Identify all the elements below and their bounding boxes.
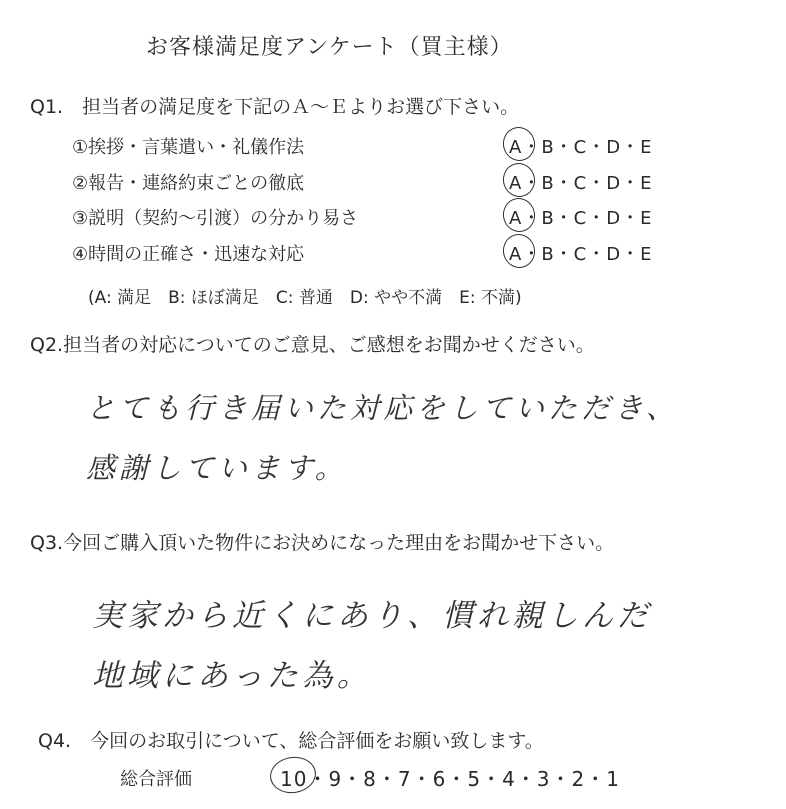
q4-question: Q4. 今回のお取引について、総合評価をお願い致します。 bbox=[38, 730, 544, 752]
q1-item-1-choices: A・B・C・D・E bbox=[509, 137, 653, 158]
q1-item-3-label: ③説明（契約～引渡）の分かり易さ bbox=[72, 208, 359, 229]
q2-answer-line-1: とても行き届いた対応をしていただき、 bbox=[86, 391, 679, 425]
q1-item-1-label: ①挨拶・言葉遣い・礼儀作法 bbox=[72, 137, 305, 158]
q3-answer-line-2: 地域にあった為。 bbox=[92, 658, 372, 694]
q1-item-3-choices: A・B・C・D・E bbox=[509, 208, 653, 229]
q2-answer-line-2: 感謝しています。 bbox=[86, 451, 348, 485]
overall-rating-scale: 10・9・8・7・6・5・4・3・2・1 bbox=[280, 767, 620, 791]
q1-item-2-choices: A・B・C・D・E bbox=[509, 173, 653, 194]
q3-question: Q3.今回ご購入頂いた物件にお決めになった理由をお聞かせ下さい。 bbox=[30, 532, 615, 554]
q2-question: Q2.担当者の対応についてのご意見、ご感想をお聞かせください。 bbox=[30, 334, 595, 356]
overall-rating-label: 総合評価 bbox=[120, 769, 192, 790]
q1-question: Q1. 担当者の満足度を下記のＡ～Ｅよりお選び下さい。 bbox=[30, 96, 520, 118]
q1-item-4-label: ④時間の正確さ・迅速な対応 bbox=[72, 244, 305, 265]
q1-legend: (A: 満足 B: ほぼ満足 C: 普通 D: やや不満 E: 不満) bbox=[88, 288, 522, 308]
q1-item-4-choices: A・B・C・D・E bbox=[509, 244, 653, 265]
q3-answer-line-1: 実家から近くにあり、慣れ親しんだ bbox=[92, 598, 652, 634]
q1-item-2-label: ②報告・連絡約束ごとの徹底 bbox=[72, 173, 305, 194]
survey-title: お客様満足度アンケート（買主様） bbox=[146, 35, 513, 60]
